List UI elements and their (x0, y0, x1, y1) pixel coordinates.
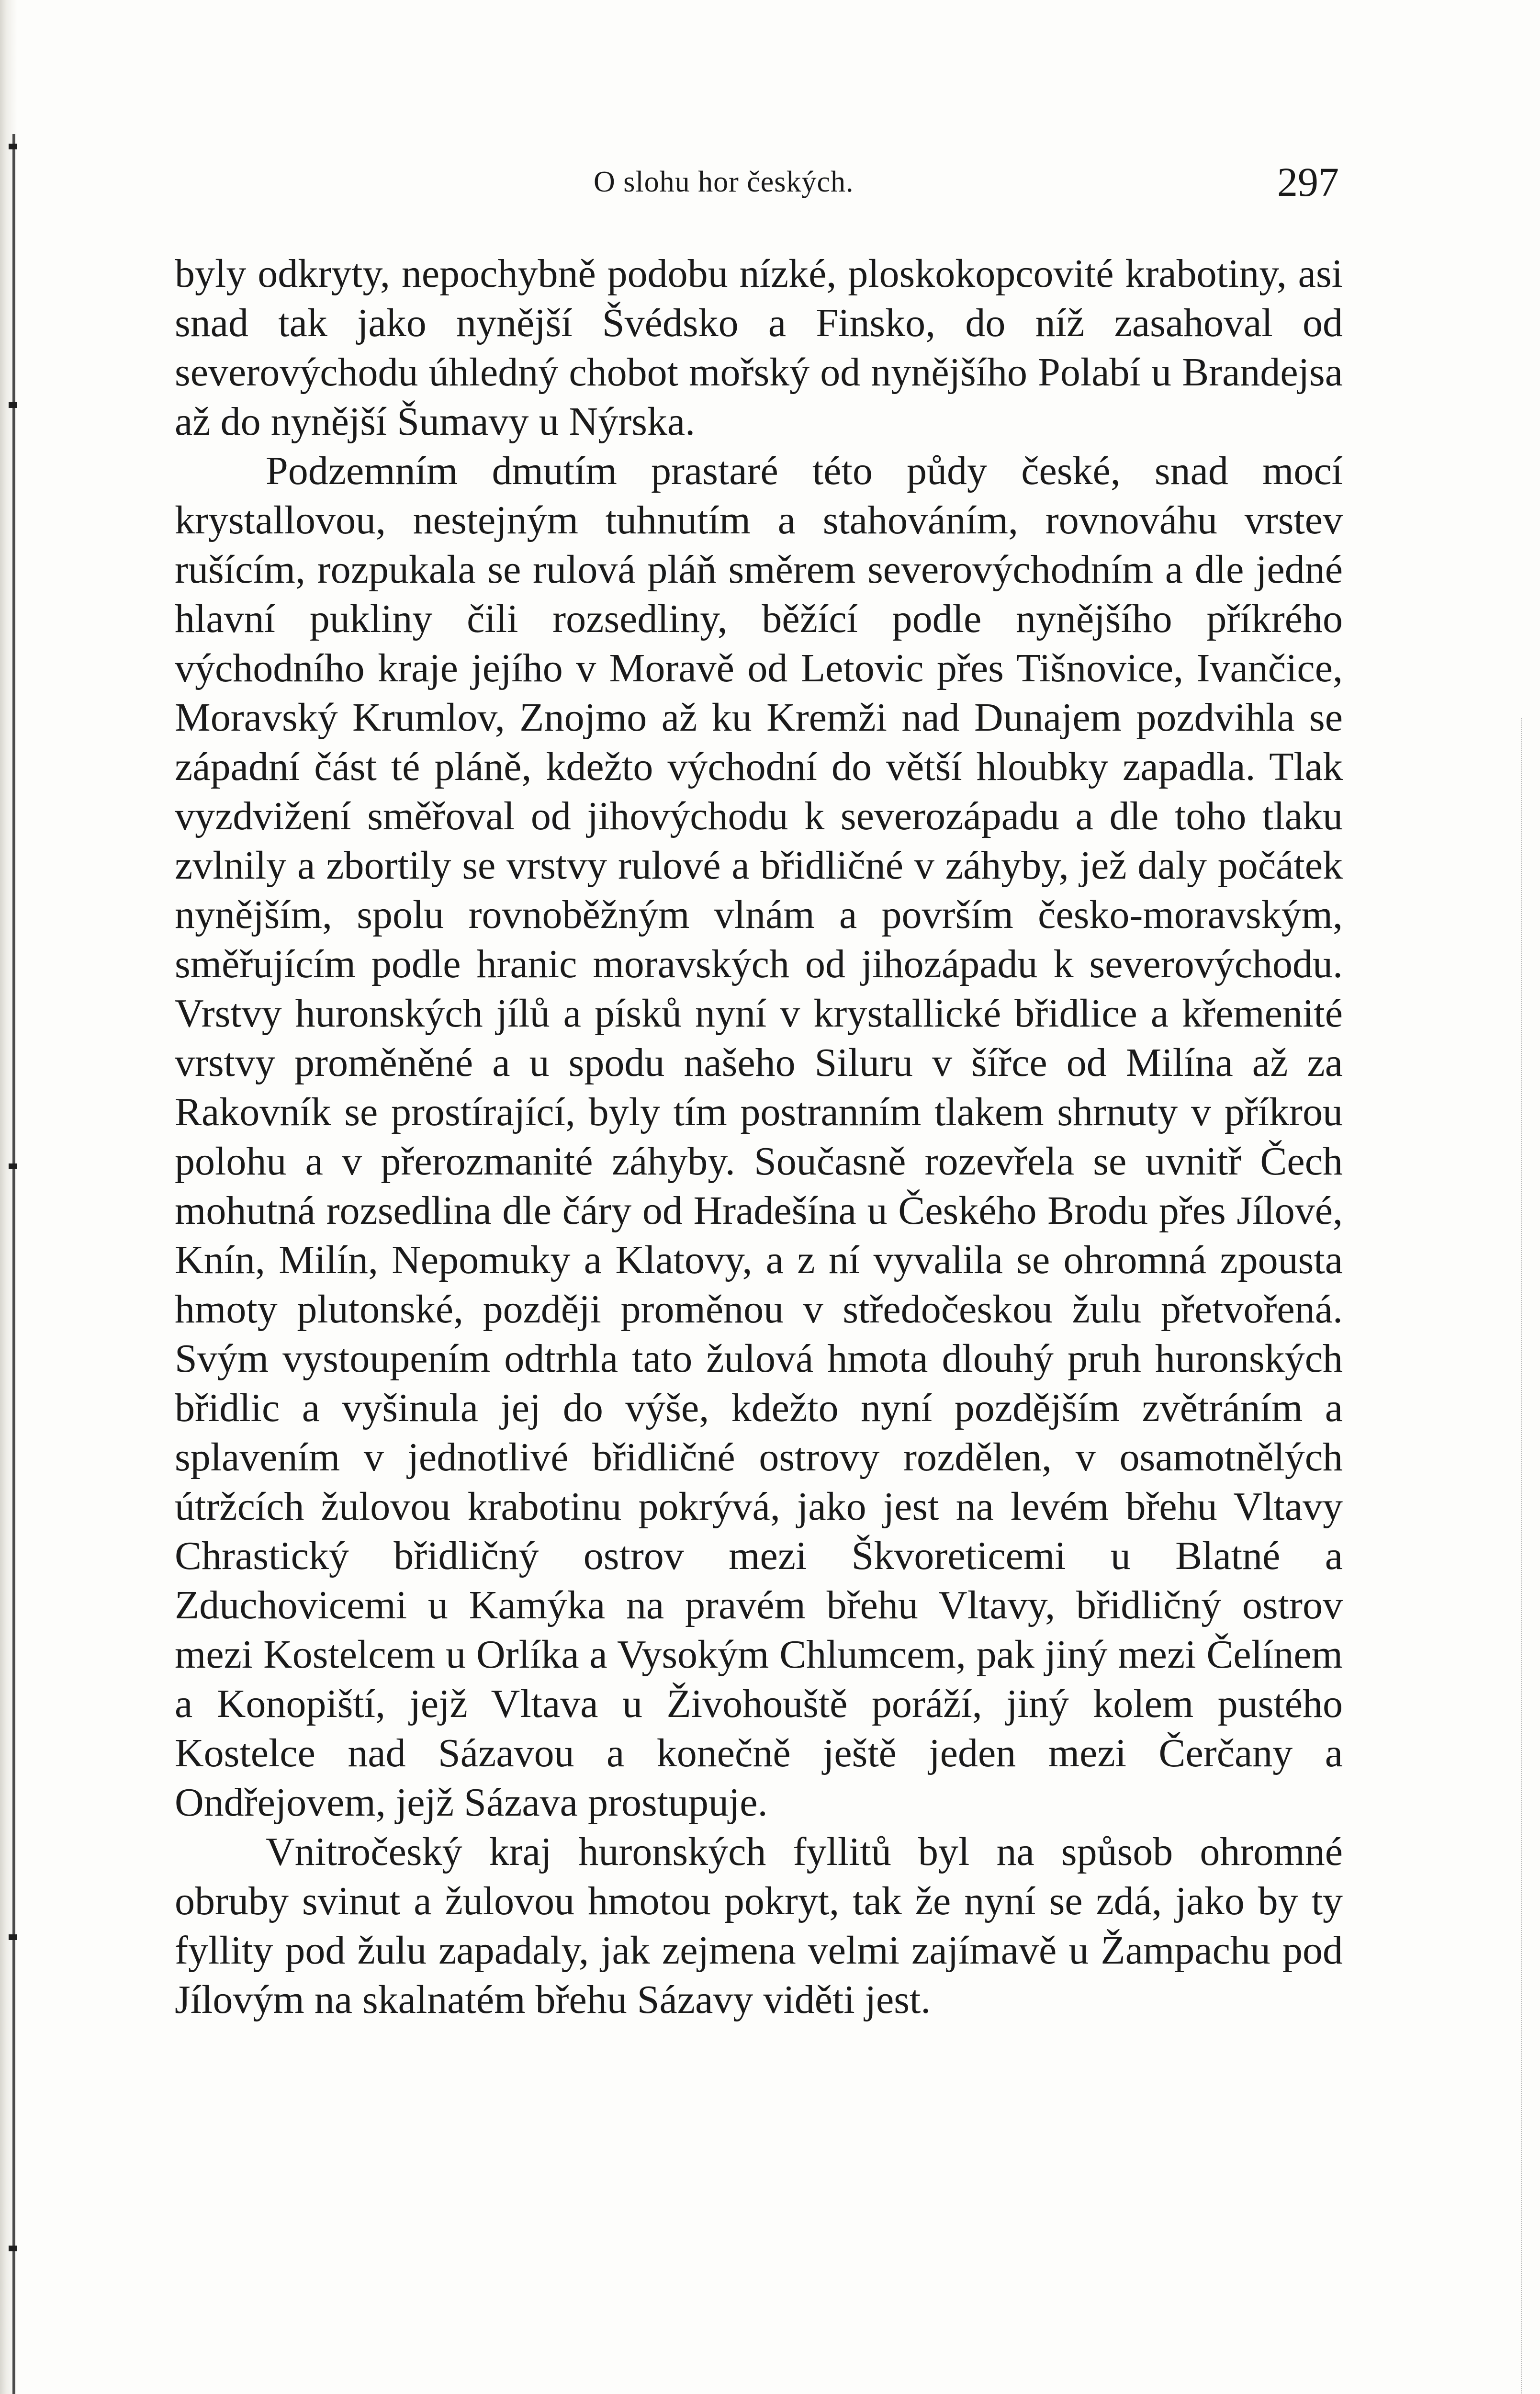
binding-tick (9, 144, 17, 149)
binding-tick (9, 2246, 17, 2251)
binding-tick (9, 1934, 17, 1940)
page-number: 297 (1277, 159, 1339, 205)
paragraph: Vnitročeský kraj huronských fyllitů byl na spůsob ohromné obruby svinut a žulovou hmotou pokryt, tak že nyní se zdá, jako by ty fyllity pod žulu zapadaly, jak zejmena velmi zajímavě u Žampachu pod Jílovým na skalnatém břehu Sázavy viděti jest. (175, 1829, 1343, 2022)
binding-tick (9, 402, 17, 408)
binding-line (12, 134, 15, 2394)
body-text (175, 249, 1343, 2024)
paragraph: byly odkryty, nepochybně podobu nízké, ploskokopcovité krabotiny, asi snad tak jako nynější Švédsko a Finsko, do níž zasahoval od severovýchodu úhledný chobot mořský od nynějšího Polabí u Brandejsa až do nynější Šumavy u Nýrska. (175, 251, 1343, 444)
binding-tick (9, 1163, 17, 1169)
running-title: O slohu hor českých. (594, 166, 854, 198)
paragraph: Podzemním dmutím prastaré této půdy české, snad mocí krystallovou, nestejným tuhnutím a stahováním, rovnováhu vrstev rušícím, rozpukala se rulová pláň směrem severovýchodním a dle jedné hlavní pukliny čili rozsedliny, běžící podle nynějšího příkrého východního kraje jejího v Moravě od Letovic přes Tišnovice, Ivančice, Moravský Krumlov, Znojmo až ku Kremži nad Dunajem pozdvihla se západní část té pláně, kdežto východní do větší hloubky zapadla. Tlak vyzdvižení směřoval od jihovýchodu k severozápadu a dle toho tlaku zvlnily a zbortily se vrstvy rulové a břidličné v záhyby, jež daly počátek nynějším, spolu rovnoběžným vlnám a površím česko-moravským, směřujícím podle hranic moravských od jihozápadu k severovýchodu. Vrstvy huronských jílů a písků nyní v krystallické břidlice a křemenité vrstvy proměněné a u spodu našeho Siluru v šířce od Milína až za Rakovník se prostírající, byly tím postranním tlakem shrnuty v příkrou polohu a v přerozmanité záhyby. Současně rozevřela se uvnitř Čech mohutná rozsedlina dle čáry od Hradešína u Českého Brodu přes Jílové, Knín, Milín, Nepomuky a Klatovy, a z ní vyvalila se ohromná zpousta hmoty plutonské, později proměnou v středočeskou žulu přetvořená. Svým vystoupením odtrhla tato žulová hmota dlouhý pruh huronských břidlic a vyšinula jej do výše, kdežto nyní pozdějším zvětráním a splavením v jednotlivé břidličné ostrovy rozdělen, v osamotnělých útržcích žulovou krabotinu pokrývá, jako jest na levém břehu Vltavy Chrastický břidličný ostrov mezi Škvoreticemi u Blatné a Zduchovicemi u Kamýka na pravém břehu Vltavy, břidličný ostrov mezi Kostelcem u Orlíka a Vysokým Chlumcem, pak jiný mezi Čelínem a Konopiští, jejž Vltava u Živohouště poráží, jiný kolem pustého Kostelce nad Sázavou a konečně ještě jeden mezi Čerčany a Ondřejovem, jejž Sázava prostupuje. (175, 449, 1343, 1825)
scan-edge-noise (1521, 718, 1526, 2394)
